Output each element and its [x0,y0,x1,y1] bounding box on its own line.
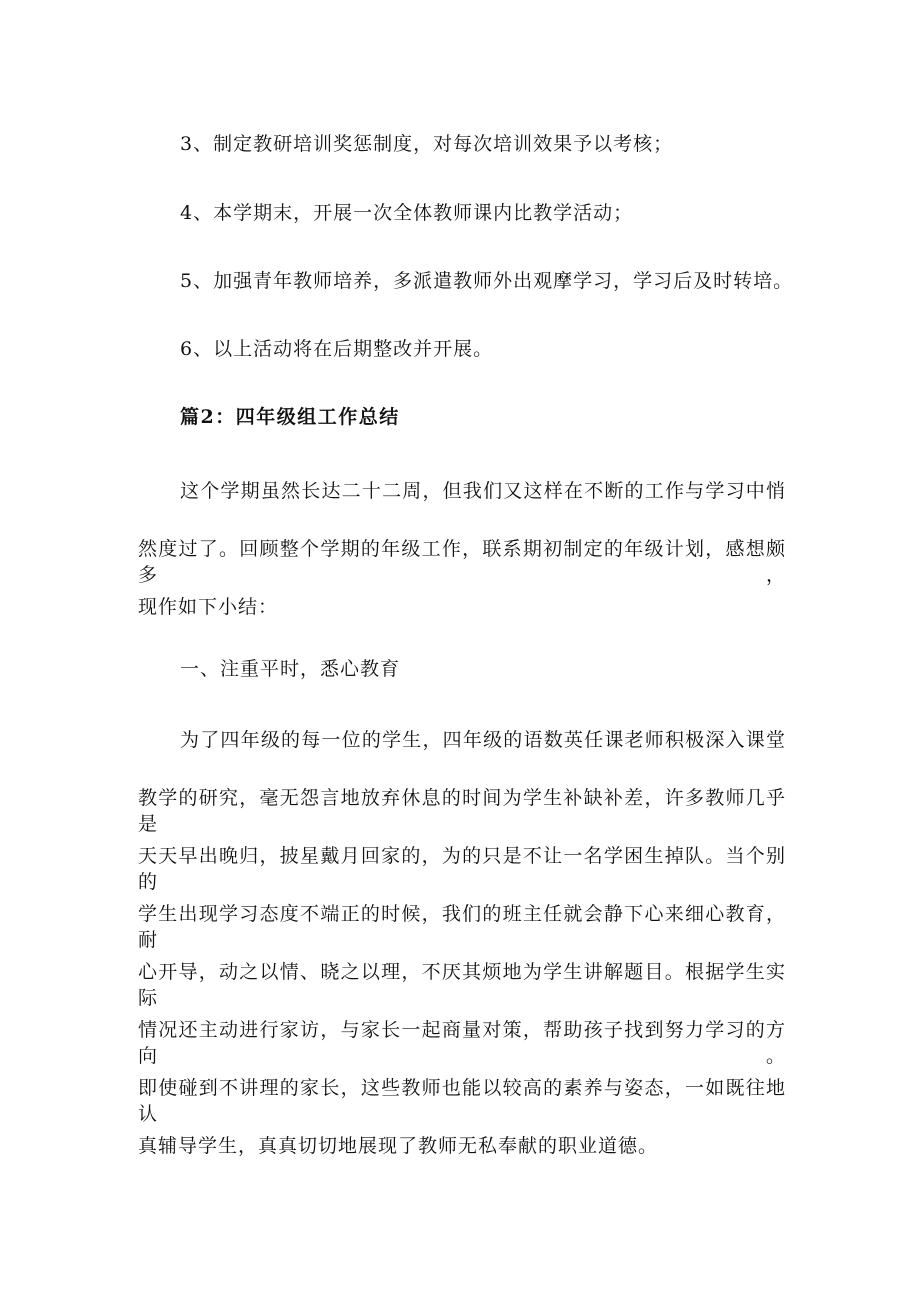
body-line-3: 天天早出晚归，披星戴月回家的，为的只是不让一名学困生掉队。当个别的 [138,845,786,893]
body-line-5: 心开导，动之以情、晓之以理，不厌其烦地为学生讲解题目。根据学生实际 [138,961,786,1009]
section-title: 篇2：四年级组工作总结 [180,406,400,428]
intro-line-3: 现作如下小结： [138,596,279,618]
list-item-3: 3、制定教研培训奖惩制度，对每次培训效果予以考核； [180,133,674,155]
body-line-1: 为了四年级的每一位的学生，四年级的语数英任课老师积极深入课堂 [180,729,786,751]
body-line-2: 教学的研究，毫无怨言地放弃休息的时间为学生补缺补差，许多教师几乎是 [138,787,786,835]
intro-line-1: 这个学期虽然长达二十二周，但我们又这样在不断的工作与学习中悄 [180,480,786,502]
list-item-6: 6、以上活动将在后期整改并开展。 [180,338,494,360]
list-item-5: 5、加强青年教师培养，多派遣教师外出观摩学习，学习后及时转培。 [180,270,794,292]
body-line-6: 情况还主动进行家访，与家长一起商量对策，帮助孩子找到努力学习的方向。 [138,1019,786,1067]
body-line-7: 即使碰到不讲理的家长，这些教师也能以较高的素养与姿态，一如既往地认 [138,1077,786,1125]
intro-line-2: 然度过了。回顾整个学期的年级工作，联系期初制定的年级计划，感想颇多， [138,538,786,586]
body-line-4: 学生出现学习态度不端正的时候，我们的班主任就会静下心来细心教育，耐 [138,903,786,951]
body-line-8: 真辅导学生，真真切切地展现了教师无私奉献的职业道德。 [138,1135,659,1157]
subheading: 一、注重平时，悉心教育 [180,658,401,680]
list-item-4: 4、本学期末，开展一次全体教师课内比教学活动； [180,202,634,224]
